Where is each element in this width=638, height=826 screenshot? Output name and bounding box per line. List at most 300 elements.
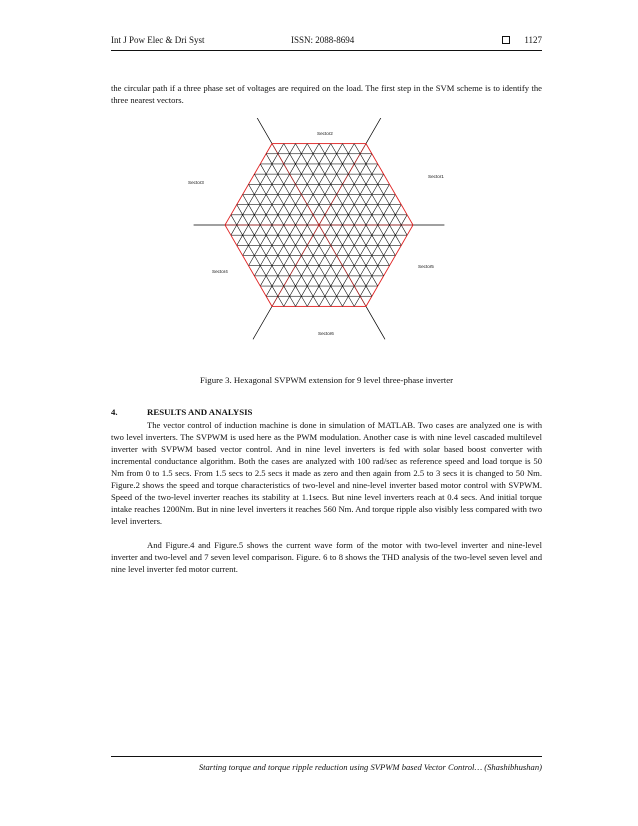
lattice-edge bbox=[366, 225, 372, 235]
lattice-edge bbox=[331, 245, 337, 255]
lattice-edge bbox=[301, 245, 307, 255]
lattice-edge bbox=[290, 256, 296, 266]
lattice-edge bbox=[366, 296, 372, 306]
lattice-edge bbox=[290, 194, 296, 204]
lattice-edge bbox=[260, 286, 266, 296]
lattice-edge bbox=[354, 286, 360, 296]
lattice-edge bbox=[348, 245, 354, 255]
lattice-edge bbox=[337, 266, 343, 276]
lattice-edge bbox=[313, 144, 319, 154]
lattice-edge bbox=[360, 164, 366, 174]
lattice-edge bbox=[337, 144, 343, 154]
lattice-edge bbox=[290, 245, 296, 255]
lattice-edge bbox=[260, 154, 266, 164]
lattice-edge bbox=[319, 144, 325, 154]
lattice-edge bbox=[266, 164, 272, 174]
lattice-edge bbox=[331, 205, 337, 215]
lattice-edge bbox=[284, 194, 290, 204]
lattice-edge bbox=[319, 266, 325, 276]
lattice-edge bbox=[266, 174, 272, 184]
lattice-edge bbox=[378, 194, 384, 204]
lattice-edge bbox=[296, 144, 302, 154]
lattice-edge bbox=[313, 154, 319, 164]
lattice-edge bbox=[366, 286, 372, 296]
lattice-edge bbox=[237, 235, 243, 245]
lattice-edge bbox=[296, 256, 302, 266]
lattice-edge bbox=[366, 144, 372, 154]
lattice-edge bbox=[254, 184, 260, 194]
lattice-edge bbox=[348, 205, 354, 215]
lattice-edge bbox=[307, 215, 313, 225]
lattice-edge bbox=[366, 184, 372, 194]
lattice-edge bbox=[319, 235, 325, 245]
lattice-edge bbox=[313, 205, 319, 215]
lattice-edge bbox=[384, 266, 390, 276]
lattice-edge bbox=[366, 205, 372, 215]
lattice-edge bbox=[278, 286, 284, 296]
lattice-edge bbox=[237, 194, 243, 204]
lattice-edge bbox=[390, 215, 396, 225]
lattice-edge bbox=[284, 154, 290, 164]
lattice-edge bbox=[378, 225, 384, 235]
lattice-edge bbox=[254, 174, 260, 184]
lattice-edge bbox=[301, 144, 307, 154]
lattice-edge bbox=[331, 296, 337, 306]
lattice-edge bbox=[378, 235, 384, 245]
header-divider bbox=[111, 50, 542, 51]
lattice-edge bbox=[313, 164, 319, 174]
lattice-edge bbox=[331, 266, 337, 276]
lattice-edge bbox=[366, 194, 372, 204]
lattice-edge bbox=[331, 154, 337, 164]
lattice-edge bbox=[307, 296, 313, 306]
lattice-edge bbox=[319, 286, 325, 296]
issn: ISSN: 2088-8694 bbox=[291, 35, 355, 45]
lattice-edge bbox=[284, 205, 290, 215]
lattice-edge bbox=[284, 184, 290, 194]
lattice-edge bbox=[249, 215, 255, 225]
lattice-edge bbox=[325, 144, 331, 154]
lattice-edge bbox=[254, 256, 260, 266]
lattice-edge bbox=[260, 215, 266, 225]
lattice-edge bbox=[331, 276, 337, 286]
lattice-edge bbox=[307, 225, 313, 235]
lattice-edge bbox=[278, 235, 284, 245]
lattice-edge bbox=[325, 194, 331, 204]
lattice-edge bbox=[284, 276, 290, 286]
lattice-edge bbox=[301, 194, 307, 204]
lattice-edge bbox=[254, 164, 260, 174]
lattice-edge bbox=[290, 205, 296, 215]
lattice-edge bbox=[307, 266, 313, 276]
lattice-edge bbox=[301, 256, 307, 266]
sector-label-2: Sector2 bbox=[317, 131, 333, 136]
lattice-edge bbox=[284, 235, 290, 245]
lattice-edge bbox=[401, 235, 407, 245]
lattice-edge bbox=[343, 215, 349, 225]
lattice-edge bbox=[372, 184, 378, 194]
lattice-edge bbox=[254, 205, 260, 215]
lattice-edge bbox=[390, 194, 396, 204]
lattice-edge bbox=[278, 154, 284, 164]
lattice-edge bbox=[260, 194, 266, 204]
lattice-edge bbox=[313, 184, 319, 194]
lattice-edge bbox=[348, 225, 354, 235]
lattice-edge bbox=[313, 215, 319, 225]
lattice-edge bbox=[290, 144, 296, 154]
lattice-edge bbox=[325, 276, 331, 286]
checkbox-icon bbox=[502, 36, 510, 44]
lattice-edge bbox=[284, 245, 290, 255]
lattice-edge bbox=[307, 276, 313, 286]
lattice-edge bbox=[278, 296, 284, 306]
lattice-edge bbox=[337, 154, 343, 164]
lattice-edge bbox=[331, 215, 337, 225]
section-title: RESULTS AND ANALYSIS bbox=[147, 407, 253, 417]
figure-caption: Figure 3. Hexagonal SVPWM extension for 9 level three-phase inverter bbox=[199, 375, 454, 385]
lattice-edge bbox=[354, 154, 360, 164]
lattice-edge bbox=[378, 205, 384, 215]
lattice-edge bbox=[360, 194, 366, 204]
sector-labels bbox=[188, 131, 444, 336]
lattice-edge bbox=[354, 184, 360, 194]
lattice-edge bbox=[401, 205, 407, 215]
lattice-edge bbox=[337, 174, 343, 184]
lattice-edge bbox=[348, 194, 354, 204]
lattice-edge bbox=[237, 215, 243, 225]
lattice-edge bbox=[354, 276, 360, 286]
lattice-edge bbox=[231, 205, 237, 215]
lattice-edge bbox=[307, 286, 313, 296]
lattice-edge bbox=[243, 184, 249, 194]
lattice-edge bbox=[360, 154, 366, 164]
lattice-edge bbox=[378, 276, 384, 286]
lattice-edge bbox=[384, 184, 390, 194]
intro-paragraph: the circular path if a three phase set of voltages are required on the load. The first step in the SVM scheme is to identify the three nearest vectors. bbox=[111, 83, 542, 105]
lattice-edge bbox=[301, 296, 307, 306]
page-number: 1127 bbox=[524, 35, 542, 45]
lattice-edge bbox=[360, 296, 366, 306]
lattice-edge bbox=[254, 225, 260, 235]
lattice-edge bbox=[260, 184, 266, 194]
lattice-edge bbox=[231, 225, 237, 235]
lattice-edge bbox=[278, 266, 284, 276]
lattice-edge bbox=[237, 225, 243, 235]
lattice-edge bbox=[354, 164, 360, 174]
lattice-edge bbox=[319, 164, 325, 174]
lattice-edge bbox=[301, 276, 307, 286]
lattice-edge bbox=[313, 194, 319, 204]
lattice-edge bbox=[266, 184, 272, 194]
lattice-edge bbox=[378, 256, 384, 266]
lattice-edge bbox=[272, 205, 278, 215]
lattice-edge bbox=[249, 174, 255, 184]
lattice-edge bbox=[354, 225, 360, 235]
lattice-edge bbox=[337, 245, 343, 255]
page-header bbox=[111, 33, 542, 47]
lattice-edge bbox=[231, 235, 237, 245]
lattice-edge bbox=[313, 296, 319, 306]
lattice-edge bbox=[325, 205, 331, 215]
lattice-edge bbox=[354, 194, 360, 204]
lattice-edge bbox=[301, 235, 307, 245]
lattice-edge bbox=[331, 235, 337, 245]
lattice-edge bbox=[390, 245, 396, 255]
lattice-edge bbox=[307, 144, 313, 154]
lattice-edge bbox=[225, 225, 231, 235]
lattice-edge bbox=[272, 276, 278, 286]
lattice-edge bbox=[254, 194, 260, 204]
lattice-edge bbox=[266, 256, 272, 266]
lattice-edge bbox=[284, 225, 290, 235]
lattice-edge bbox=[249, 205, 255, 215]
lattice-edge bbox=[301, 286, 307, 296]
lattice-edge bbox=[278, 215, 284, 225]
lattice-edge bbox=[243, 225, 249, 235]
lattice-edge bbox=[319, 296, 325, 306]
lattice-edge bbox=[337, 256, 343, 266]
lattice-edge bbox=[225, 215, 231, 225]
lattice-edge bbox=[260, 266, 266, 276]
lattice-edge bbox=[360, 235, 366, 245]
lattice-edge bbox=[348, 154, 354, 164]
lattice-edge bbox=[366, 245, 372, 255]
lattice-edge bbox=[354, 144, 360, 154]
lattice-edge bbox=[319, 194, 325, 204]
lattice-edge bbox=[337, 215, 343, 225]
lattice-edge bbox=[319, 225, 325, 235]
lattice-edge bbox=[360, 184, 366, 194]
lattice-edge bbox=[301, 174, 307, 184]
lattice-edge bbox=[378, 164, 384, 174]
lattice-edge bbox=[313, 174, 319, 184]
lattice-edge bbox=[296, 276, 302, 286]
lattice-edge bbox=[260, 205, 266, 215]
lattice-edge bbox=[272, 245, 278, 255]
lattice-edge bbox=[272, 174, 278, 184]
lattice-edge bbox=[401, 225, 407, 235]
lattice-edge bbox=[284, 256, 290, 266]
lattice-edge bbox=[266, 194, 272, 204]
lattice-edge bbox=[278, 205, 284, 215]
lattice-edge bbox=[343, 296, 349, 306]
lattice-edge bbox=[343, 235, 349, 245]
lattice-edge bbox=[272, 266, 278, 276]
lattice-edge bbox=[343, 266, 349, 276]
lattice-edge bbox=[354, 266, 360, 276]
journal-name: Int J Pow Elec & Dri Syst bbox=[111, 35, 205, 45]
lattice-edge bbox=[372, 286, 378, 296]
lattice-edge bbox=[319, 184, 325, 194]
triangle-lattice bbox=[225, 144, 413, 307]
lattice-edge bbox=[307, 164, 313, 174]
lattice-edge bbox=[366, 154, 372, 164]
running-title: Starting torque and torque ripple reduction using SVPWM based Vector Control… (Shashibhushan) bbox=[198, 762, 542, 772]
lattice-edge bbox=[343, 205, 349, 215]
lattice-edge bbox=[290, 276, 296, 286]
lattice-edge bbox=[296, 225, 302, 235]
lattice-edge bbox=[401, 215, 407, 225]
lattice-edge bbox=[278, 184, 284, 194]
lattice-edge bbox=[296, 215, 302, 225]
lattice-edge bbox=[301, 225, 307, 235]
lattice-edge bbox=[284, 215, 290, 225]
lattice-edge bbox=[278, 276, 284, 286]
lattice-edge bbox=[360, 256, 366, 266]
lattice-edge bbox=[348, 144, 354, 154]
lattice-edge bbox=[384, 235, 390, 245]
lattice-edge bbox=[325, 286, 331, 296]
lattice-edge bbox=[354, 205, 360, 215]
lattice-edge bbox=[348, 174, 354, 184]
lattice-edge bbox=[337, 276, 343, 286]
lattice-edge bbox=[325, 245, 331, 255]
sector-label-1: Sector1 bbox=[428, 174, 444, 179]
lattice-edge bbox=[278, 225, 284, 235]
lattice-edge bbox=[372, 276, 378, 286]
lattice-edge bbox=[360, 215, 366, 225]
lattice-edge bbox=[249, 225, 255, 235]
lattice-edge bbox=[266, 286, 272, 296]
lattice-edge bbox=[331, 256, 337, 266]
lattice-edge bbox=[313, 235, 319, 245]
lattice-edge bbox=[266, 205, 272, 215]
lattice-edge bbox=[296, 266, 302, 276]
sector-label-6: Sector6 bbox=[318, 331, 334, 336]
lattice-edge bbox=[284, 286, 290, 296]
lattice-edge bbox=[407, 225, 413, 235]
lattice-edge bbox=[307, 174, 313, 184]
lattice-edge bbox=[366, 215, 372, 225]
lattice-edge bbox=[337, 296, 343, 306]
lattice-edge bbox=[266, 266, 272, 276]
lattice-edge bbox=[307, 235, 313, 245]
lattice-edge bbox=[337, 205, 343, 215]
lattice-edge bbox=[272, 235, 278, 245]
lattice-edge bbox=[290, 296, 296, 306]
sector-label-5: Sector5 bbox=[418, 264, 434, 269]
lattice-edge bbox=[313, 256, 319, 266]
section-heading bbox=[111, 407, 252, 417]
lattice-edge bbox=[290, 174, 296, 184]
lattice-edge bbox=[354, 174, 360, 184]
svpwm-hexagon-figure bbox=[170, 118, 470, 358]
lattice-edge bbox=[284, 164, 290, 174]
lattice-edge bbox=[272, 194, 278, 204]
lattice-edge bbox=[348, 215, 354, 225]
lattice-edge bbox=[278, 194, 284, 204]
lattice-edge bbox=[372, 245, 378, 255]
lattice-edge bbox=[284, 266, 290, 276]
lattice-edge bbox=[266, 144, 272, 154]
lattice-edge bbox=[354, 245, 360, 255]
lattice-edge bbox=[343, 245, 349, 255]
lattice-edge bbox=[343, 286, 349, 296]
lattice-edge bbox=[378, 215, 384, 225]
lattice-edge bbox=[384, 225, 390, 235]
lattice-edge bbox=[348, 266, 354, 276]
lattice-edge bbox=[260, 235, 266, 245]
lattice-edge bbox=[254, 266, 260, 276]
lattice-edge bbox=[325, 174, 331, 184]
lattice-edge bbox=[307, 184, 313, 194]
lattice-edge bbox=[337, 235, 343, 245]
lattice-edge bbox=[384, 256, 390, 266]
lattice-edge bbox=[249, 194, 255, 204]
lattice-edge bbox=[243, 215, 249, 225]
lattice-edge bbox=[395, 194, 401, 204]
lattice-edge bbox=[296, 286, 302, 296]
lattice-edge bbox=[331, 164, 337, 174]
lattice-edge bbox=[313, 276, 319, 286]
lattice-edge bbox=[390, 205, 396, 215]
lattice-edge bbox=[290, 215, 296, 225]
lattice-edge bbox=[372, 266, 378, 276]
lattice-edge bbox=[360, 174, 366, 184]
lattice-edge bbox=[372, 256, 378, 266]
lattice-edge bbox=[325, 235, 331, 245]
lattice-edge bbox=[278, 256, 284, 266]
lattice-edge bbox=[354, 215, 360, 225]
lattice-edge bbox=[390, 256, 396, 266]
lattice-edge bbox=[325, 215, 331, 225]
lattice-edge bbox=[372, 154, 378, 164]
lattice-edge bbox=[325, 296, 331, 306]
lattice-edge bbox=[366, 266, 372, 276]
lattice-edge bbox=[266, 245, 272, 255]
lattice-edge bbox=[313, 286, 319, 296]
lattice-edge bbox=[290, 235, 296, 245]
lattice-edge bbox=[266, 215, 272, 225]
lattice-edge bbox=[313, 225, 319, 235]
lattice-edge bbox=[354, 235, 360, 245]
lattice-edge bbox=[384, 194, 390, 204]
lattice-edge bbox=[390, 225, 396, 235]
lattice-edge bbox=[272, 164, 278, 174]
lattice-edge bbox=[266, 225, 272, 235]
lattice-edge bbox=[254, 235, 260, 245]
lattice-edge bbox=[254, 245, 260, 255]
lattice-edge bbox=[290, 225, 296, 235]
lattice-edge bbox=[348, 286, 354, 296]
lattice-edge bbox=[260, 245, 266, 255]
sector-label-4: Sector4 bbox=[212, 269, 228, 274]
lattice-edge bbox=[372, 205, 378, 215]
lattice-edge bbox=[390, 184, 396, 194]
lattice-edge bbox=[319, 205, 325, 215]
lattice-edge bbox=[231, 215, 237, 225]
lattice-edge bbox=[343, 174, 349, 184]
lattice-edge bbox=[319, 174, 325, 184]
lattice-edge bbox=[284, 296, 290, 306]
lattice-edge bbox=[260, 164, 266, 174]
lattice-edge bbox=[390, 235, 396, 245]
lattice-edge bbox=[301, 184, 307, 194]
lattice-edge bbox=[296, 296, 302, 306]
lattice-edge bbox=[337, 286, 343, 296]
lattice-edge bbox=[290, 286, 296, 296]
lattice-edge bbox=[366, 235, 372, 245]
lattice-edge bbox=[319, 276, 325, 286]
lattice-edge bbox=[343, 276, 349, 286]
lattice-edge bbox=[301, 164, 307, 174]
lattice-edge bbox=[243, 245, 249, 255]
lattice-edge bbox=[384, 174, 390, 184]
lattice-edge bbox=[372, 194, 378, 204]
lattice-edge bbox=[348, 296, 354, 306]
results-paragraph-2: And Figure.4 and Figure.5 shows the current wave form of the motor with two-level inverter and nine-level inverter and two-level and 7 seven level comparison. Figure. 6 to 8 shows the THD analysis of the two-level seven level and nine level inverter fed motor current. bbox=[111, 540, 542, 574]
lattice-edge bbox=[384, 205, 390, 215]
